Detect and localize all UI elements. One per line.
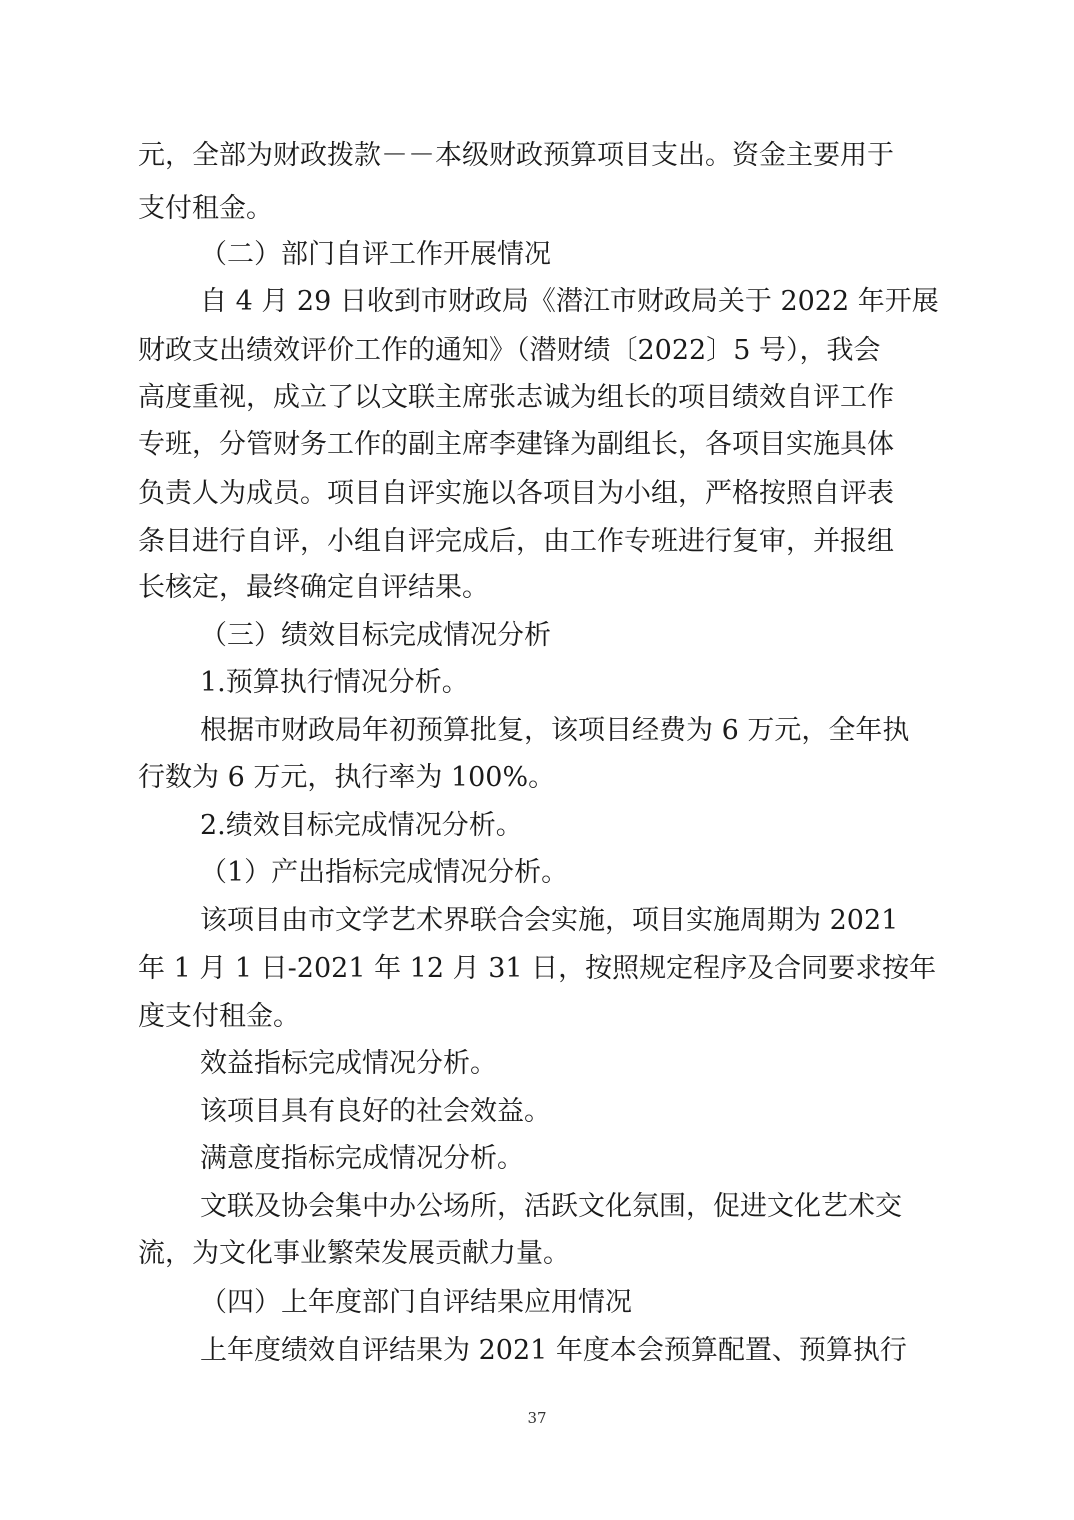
paragraph-line: 财政支出绩效评价工作的通知》（潜财绩〔2022〕5 号），我会 [138,335,881,366]
paragraph-line: 行数为 6 万元，执行率为 100%。 [138,762,556,793]
subsection-heading: 2.绩效目标完成情况分析。 [200,810,523,841]
paragraph-line: 度支付租金。 [138,1001,300,1032]
subsection-heading: （1）产出指标完成情况分析。 [200,857,569,888]
paragraph-line: 流，为文化事业繁荣发展贡献力量。 [138,1238,570,1269]
paragraph-line: 自 4 月 29 日收到市财政局《潜江市财政局关于 2022 年开展 [200,286,939,317]
paragraph-line: 高度重视，成立了以文联主席张志诚为组长的项目绩效自评工作 [138,382,894,413]
subsection-heading: 1.预算执行情况分析。 [200,667,469,698]
paragraph-line: 文联及协会集中办公场所，活跃文化氛围，促进文化艺术交 [200,1191,902,1222]
section-heading: （二）部门自评工作开展情况 [200,239,551,270]
paragraph-line: 专班，分管财务工作的副主席李建锋为副组长，各项目实施具体 [138,429,894,460]
section-heading: （三）绩效目标完成情况分析 [200,620,551,651]
paragraph-line: 负责人为成员。项目自评实施以各项目为小组，严格按照自评表 [138,478,894,509]
paragraph-line: 支付租金。 [138,193,273,224]
paragraph-line: 长核定，最终确定自评结果。 [138,572,489,603]
paragraph-line: 根据市财政局年初预算批复，该项目经费为 6 万元，全年执 [200,715,910,746]
subsection-heading: 效益指标完成情况分析。 [200,1048,497,1079]
paragraph-line: 该项目具有良好的社会效益。 [200,1096,551,1127]
paragraph-line: 元，全部为财政拨款－－本级财政预算项目支出。资金主要用于 [138,140,894,171]
subsection-heading: 满意度指标完成情况分析。 [200,1143,524,1174]
section-heading: （四）上年度部门自评结果应用情况 [200,1287,632,1318]
paragraph-line: 上年度绩效自评结果为 2021 年度本会预算配置、预算执行 [200,1335,907,1366]
paragraph-line: 条目进行自评，小组自评完成后，由工作专班进行复审，并报组 [138,526,894,557]
page-number: 37 [527,1409,547,1427]
paragraph-line: 该项目由市文学艺术界联合会实施，项目实施周期为 2021 [200,905,899,936]
paragraph-line: 年 1 月 1 日-2021 年 12 月 31 日，按照规定程序及合同要求按年 [138,953,937,984]
